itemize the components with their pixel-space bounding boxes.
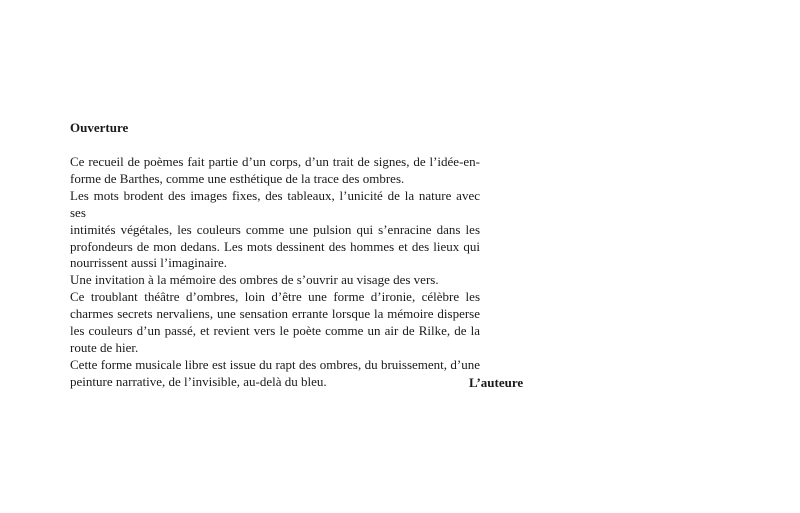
text-line: nourrissent aussi l’imaginaire. (70, 255, 228, 271)
text-line: forme de Barthes, comme une esthétique de la trace des ombres. (70, 170, 405, 186)
text-line: intimités végétales, les couleurs comme une pulsion qui s’enracine dans les (70, 221, 480, 237)
text-line: peinture narrative, de l’invisible, au-delà du bleu. (70, 373, 327, 389)
text-line: Ce recueil de poèmes fait partie d’un corps, d’un trait de signes, de l’idée-en- (70, 154, 480, 169)
text-line: les couleurs d’un passé, et revient vers le poète comme un air de Rilke, de la (70, 323, 480, 339)
text-line: charmes secrets nervaliens, une sensation errante lorsque la mémoire disperse (70, 306, 480, 322)
text-line: Cette forme musicale libre est issue du rapt des ombres, du bruissement, d’une (70, 356, 480, 372)
text-line: Les mots brodent des images fixes, des tableaux, l’unicité de la nature avec ses (70, 187, 480, 220)
text-line: profondeurs de mon dedans. Les mots dessinent des hommes et des lieux qui (70, 238, 480, 254)
author-signature: L’auteure (469, 375, 524, 390)
text-line: Ce troublant théâtre d’ombres, loin d’être une forme d’ironie, célèbre les (70, 289, 480, 305)
body-paragraph (70, 154, 480, 391)
text-line: route de hier. (70, 339, 139, 355)
section-heading: Ouverture (70, 120, 129, 135)
text-line: Une invitation à la mémoire des ombres de s’ouvrir au visage des vers. (70, 272, 439, 288)
